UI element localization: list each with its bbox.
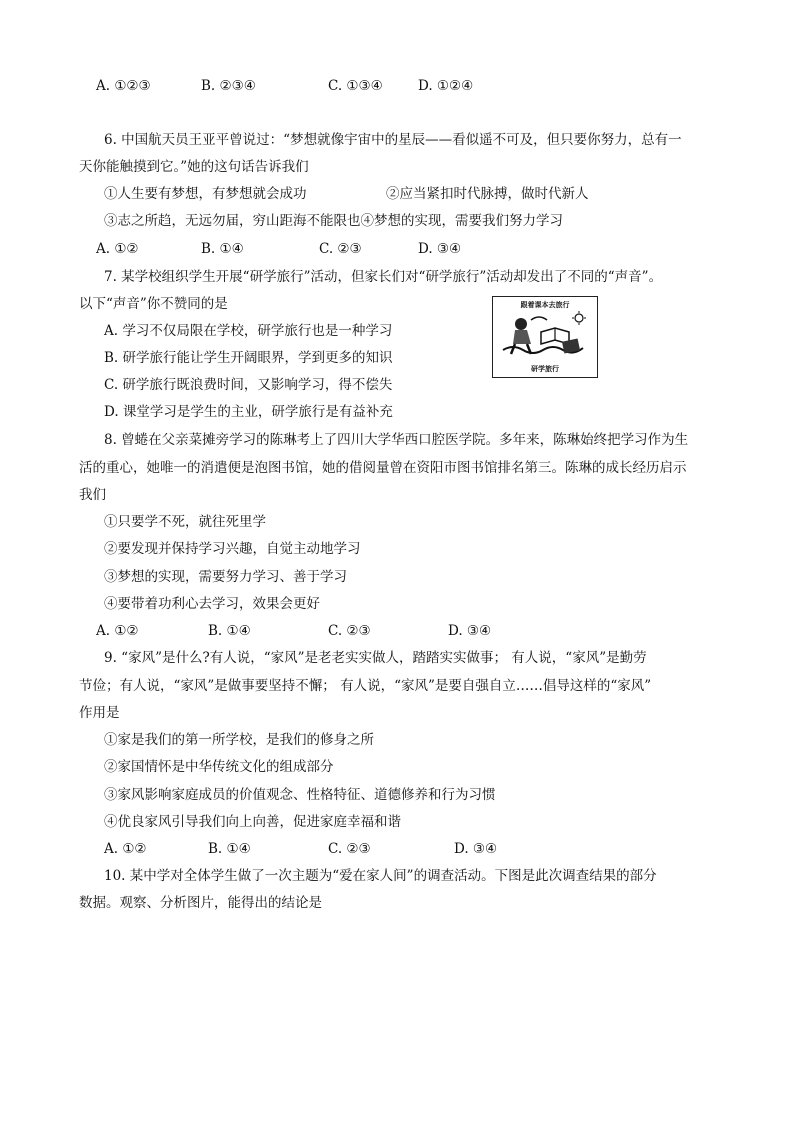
q8-stem-line2: 活的重心，她唯一的消遣便是泡图书馆，她的借阅量曾在资阳市图书馆排名第三。陈琳的成长经历启示 bbox=[79, 460, 687, 476]
q9-statement-2: ②家国情怀是中华传统文化的组成部分 bbox=[104, 759, 334, 775]
q8-stem-line1: 8. 曾蜷在父亲菜摊旁学习的陈琳考上了四川大学华西口腔医学院。多年来，陈琳始终把学习作为生 bbox=[104, 432, 689, 448]
q8-statement-1: ①只要学不死，就往死里学 bbox=[104, 514, 266, 530]
q7-stem-line2: 以下“声音”你不赞同的是 bbox=[79, 296, 228, 312]
q8-statement-3: ③梦想的实现，需要努力学习、善于学习 bbox=[104, 569, 347, 585]
q6-option-a: A. ①② bbox=[96, 241, 139, 257]
q8-option-a: A. ①② bbox=[96, 623, 139, 639]
q7-option-c: C. 研学旅行既浪费时间，又影响学习，得不偿失 bbox=[104, 377, 393, 393]
q7-option-a: A. 学习不仅局限在学校，研学旅行也是一种学习 bbox=[104, 323, 393, 339]
q6-statement-2: ②应当紧扣时代脉搏，做时代新人 bbox=[386, 186, 589, 202]
q8-option-d: D. ③④ bbox=[448, 623, 492, 639]
q6-option-c: C. ②③ bbox=[319, 241, 362, 257]
q6-option-b: B. ①④ bbox=[201, 241, 244, 257]
q6-statement-1: ①人生要有梦想，有梦想就会成功 bbox=[104, 186, 307, 202]
q10-stem-line1: 10. 某中学对全体学生做了一次主题为“爱在家人间”的调查活动。下图是此次调查结果的部分 bbox=[104, 868, 657, 884]
q9-statement-3: ③家风影响家庭成员的价值观念、性格特征、道德修养和行为习惯 bbox=[104, 787, 496, 803]
q9-statement-1: ①家是我们的第一所学校，是我们的修身之所 bbox=[104, 732, 374, 748]
q9-statement-4: ④优良家风引导我们向上向善，促进家庭幸福和谐 bbox=[104, 814, 401, 830]
q6-statement-3-4: ③志之所趋，无远勿届，穷山距海不能限也④梦想的实现，需要我们努力学习 bbox=[104, 213, 563, 229]
q9-stem-line3: 作用是 bbox=[79, 705, 120, 721]
study-trip-illustration bbox=[492, 296, 598, 378]
q7-option-b: B. 研学旅行能让学生开阔眼界，学到更多的知识 bbox=[104, 350, 393, 366]
illustration-top-caption: 跟着课本去旅行 bbox=[520, 301, 570, 309]
q8-stem-line3: 我们 bbox=[79, 487, 106, 503]
q7-option-d: D. 课堂学习是学生的主业，研学旅行是有益补充 bbox=[104, 404, 393, 420]
q5-option-a: A. ①②③ bbox=[96, 78, 151, 94]
q6-stem-line1: 6. 中国航天员王亚平曾说过：“梦想就像宇宙中的星辰——看似遥不可及，但只要你努力，总有一 bbox=[104, 132, 682, 148]
q6-option-d: D. ③④ bbox=[418, 241, 462, 257]
q9-option-b: B. ①④ bbox=[208, 841, 251, 857]
cartoon-travel-image bbox=[501, 310, 591, 362]
illustration-bottom-caption: 研学旅行 bbox=[531, 365, 559, 373]
q9-stem-line2: 节俭；有人说，“家风”是做事要坚持不懈； 有人说，“家风”是要自强自立……倡导这样的“家风” bbox=[79, 678, 652, 694]
q8-statement-4: ④要带着功利心去学习，效果会更好 bbox=[104, 596, 320, 612]
q6-stem-line2: 天你能触摸到它。”她的这句话告诉我们 bbox=[79, 159, 309, 175]
q9-option-d: D. ③④ bbox=[454, 841, 498, 857]
q7-stem-line1: 7. 某学校组织学生开展“研学旅行”活动，但家长们对“研学旅行”活动却发出了不同的“声音”。 bbox=[104, 269, 663, 285]
q5-option-b: B. ②③④ bbox=[201, 78, 256, 94]
q10-stem-line2: 数据。观察、分析图片，能得出的结论是 bbox=[79, 895, 322, 911]
q5-option-c: C. ①③④ bbox=[328, 78, 383, 94]
q5-option-d: D. ①②④ bbox=[418, 78, 474, 94]
q8-option-c: C. ②③ bbox=[328, 623, 371, 639]
q9-option-a: A. ①② bbox=[104, 841, 147, 857]
q9-stem-line1: 9. “家风”是什么?有人说，“家风”是老老实实做人，踏踏实实做事； 有人说，“家风”是勤劳 bbox=[104, 650, 647, 666]
q8-statement-2: ②要发现并保持学习兴趣，自觉主动地学习 bbox=[104, 541, 361, 557]
q9-option-c: C. ②③ bbox=[328, 841, 371, 857]
q8-option-b: B. ①④ bbox=[208, 623, 251, 639]
